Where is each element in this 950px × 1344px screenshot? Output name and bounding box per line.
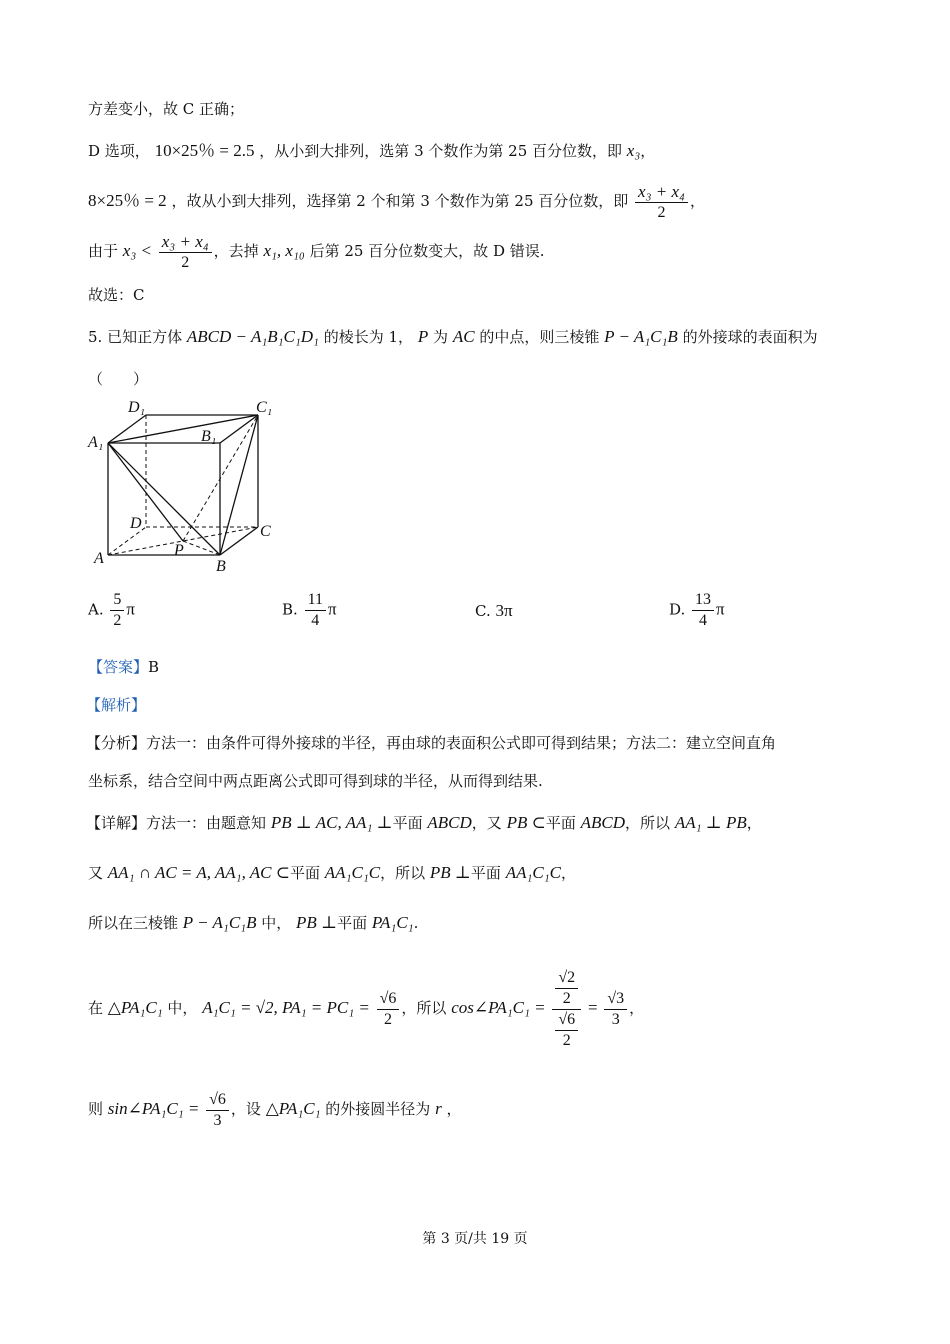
question-text-4: 的中点，则三棱锥 [479,328,600,346]
detail-1-math4: ABCD [580,813,626,832]
detail-5b: ，设 [230,1100,261,1118]
page-number: 第 3 页/共 19 页 [422,1231,528,1247]
label-d1: D₁ [128,399,146,416]
question-text-5: 的外接球的表面积为 [682,328,818,346]
line4-frac-num: x₃ + x₄ [159,232,212,253]
detail-1e: ，所以 [625,814,671,832]
option-a-fraction [110,590,124,631]
option-b[interactable] [282,590,337,631]
detail-2c: ，所以 [380,864,426,882]
detail-1-math3: PB ⊂ [506,813,546,832]
detail-1d: 平面 [545,814,576,832]
detail-5-frac-den: 3 [213,1111,222,1129]
analysis-text-2: 坐标系，结合空间中两点距离公式即可得到球的半径，从而得到结果. [88,772,543,790]
question-number: 5. [88,328,103,346]
line-c1-b [220,415,258,555]
line4-end: 后第 25 百分位数变大，故 D 错误. [309,242,545,260]
detail-4-inner-den-frac [555,1010,578,1051]
detail-3-math3: PA₁C₁ [371,913,414,932]
analysis-line-2 [88,770,543,792]
detail-line-2 [88,862,576,884]
detail-4-frac2-num: √3 [604,989,627,1010]
line-a1-c1 [108,415,258,443]
detail-4-frac2-den: 3 [611,1010,620,1028]
option-d-pi: π [716,599,725,619]
question-5 [88,326,818,348]
line4-fraction [159,232,212,273]
line3-end: ， [689,192,705,210]
detail-4-equals: = [587,998,598,1017]
option-c-value: 3π [495,601,513,620]
detail-line-3 [88,912,418,934]
line4-math: x₃ < [122,241,152,260]
detail-5-math: sin∠PA₁C₁ = [107,1099,200,1118]
detail-4a: 在 [88,999,104,1017]
detail-tag: 【详解】 [86,814,147,832]
detail-5-frac [206,1090,229,1131]
label-a1: A₁ [88,434,104,451]
detail-2-math2: AA₁C₁C [324,863,381,882]
detail-4-frac1-num: √6 [377,989,400,1010]
detail-5-frac-num: √6 [206,1090,229,1111]
label-a: A [94,550,104,567]
detail-4-inner-num-bottom: 2 [562,989,571,1007]
option-d-den: 4 [699,612,708,629]
option-b-num: 11 [305,590,326,611]
detail-3a: 所以在三棱锥 [88,914,179,932]
question-text-2: 的棱长为 1， [323,328,414,346]
line2-math: 10×25％ = 2.5 [154,141,255,160]
answer-value: B [148,658,160,676]
detail-5a: 则 [88,1100,104,1118]
line-a1-b [108,443,220,555]
detail-4c: ，所以 [401,999,447,1017]
detail-2e: ， [560,864,576,882]
question-p: P [417,327,429,346]
option-c[interactable] [475,601,513,621]
answer-label: 【答案】 [88,658,149,676]
option-a[interactable] [88,590,135,631]
text-line-3 [88,178,705,224]
analysis-line-1 [86,732,776,754]
detail-5-math3: r [435,1099,442,1118]
question-pyramid: P − A₁C₁B [604,327,678,346]
detail-4-big-frac [552,968,581,1051]
detail-1-math: PB ⊥ AC, AA₁ ⊥ [270,813,393,832]
detail-5-math2: △PA₁C₁ [265,1099,321,1118]
detail-2-math: AA₁ ∩ AC = A, AA₁, AC ⊂ [107,863,290,882]
detail-4-big-den [552,1010,581,1051]
question-text-1: 已知正方体 [107,328,183,346]
option-d-num: 13 [692,590,714,611]
text-line-1 [88,98,244,120]
detail-3-math: P − A₁C₁B [182,913,257,932]
line2-prefix: D 选项， [88,142,150,160]
detail-2b: 平面 [290,864,321,882]
detail-5c: 的外接圆半径为 [325,1100,431,1118]
detail-1f: ， [746,814,762,832]
detail-2d: 平面 [470,864,501,882]
detail-3-math2: PB ⊥ [296,913,338,932]
detail-line-5 [88,1086,462,1132]
question-ac: AC [452,327,475,346]
detail-4d: ， [629,999,645,1017]
line2-text: ，从小到大排列，选第 3 个数作为第 25 百分位数，即 [259,142,623,160]
option-a-den: 2 [113,612,122,629]
page-footer [0,1228,950,1248]
line4-frac-den: 2 [181,253,190,271]
detail-4-big-num [552,968,581,1010]
detail-4-math3: cos∠PA₁C₁ = [451,998,546,1017]
analysis-label-line [86,694,146,716]
line3-math: 8×25％ = 2 [88,191,167,210]
detail-2-math3: PB ⊥ [429,863,471,882]
line1-text: 方差变小，故 C 正确； [88,100,245,118]
line5-text: 故选：C [88,286,145,304]
question-cube: ABCD − A₁B₁C₁D₁ [186,327,319,346]
detail-4-frac1-den: 2 [384,1010,393,1028]
option-a-letter: A. [88,600,104,619]
analysis-tag: 【分析】 [86,734,147,752]
question-paren-line [88,368,148,390]
text-line-5 [88,284,144,306]
question-text-3: 为 [433,328,449,346]
detail-4-frac1 [377,989,400,1030]
text-line-4 [88,228,545,274]
line4-text: ，去掉 [213,242,259,260]
detail-5d: ， [446,1100,462,1118]
detail-4b: 中， [167,999,198,1017]
option-b-pi: π [327,599,337,619]
line2-var: x₃ [626,141,641,160]
detail-3d: . [413,914,419,932]
option-b-letter: B. [282,600,298,619]
line3-fraction [635,182,688,223]
detail-1-math2: ABCD [427,813,472,832]
detail-2-math4: AA₁C₁C [505,863,561,882]
label-c1: C₁ [256,399,273,416]
option-a-num: 5 [110,590,124,611]
label-p: P [174,542,184,559]
detail-1-math5: AA₁ ⊥ PB [674,813,747,832]
detail-1b: 平面 [392,814,423,832]
label-c: C [260,523,271,540]
cube-figure [86,395,286,580]
option-c-letter: C. [475,602,491,620]
analysis-label: 【解析】 [86,696,147,714]
detail-4-inner-num-top: √2 [555,968,578,989]
detail-4-inner-num-frac [555,968,578,1009]
option-b-fraction [305,590,326,631]
label-b: B [216,558,226,575]
label-d: D [130,515,142,532]
detail-3c: 平面 [337,914,368,932]
detail-4-frac2 [604,989,627,1030]
option-b-den: 4 [311,612,320,629]
detail-3b: 中， [261,914,292,932]
answer-line [88,656,159,678]
detail-4-inner-den-bottom: 2 [562,1031,571,1049]
edge-b-c [220,527,258,555]
label-b1: B₁ [201,428,217,445]
line3-frac-num: x₃ + x₄ [635,182,688,203]
analysis-text-1: 方法一：由条件可得外接球的半径，再由球的表面积公式即可得到结果；方法二：建立空间直角 [146,734,777,752]
option-d-fraction [692,590,714,631]
line4-prefix: 由于 [88,242,119,260]
detail-1c: ，又 [471,814,502,832]
hidden-line-p-b [183,541,220,555]
detail-4-math2: A₁C₁ = √2, PA₁ = PC₁ = [202,998,370,1017]
option-d[interactable] [669,590,725,631]
line3-frac-den: 2 [657,203,666,221]
detail-line-4 [88,958,644,1058]
line3-text: ，故从小到大排列，选择第 2 个和第 3 个数作为第 25 百分位数，即 [171,192,629,210]
line4-vars: x₁, x₁₀ [263,241,305,260]
detail-1a: 方法一：由题意知 [146,814,267,832]
detail-2a: 又 [88,864,104,882]
text-line-2 [88,140,655,162]
option-a-pi: π [126,599,135,619]
line2-end: ， [640,142,656,160]
detail-4-inner-den-top: √6 [555,1010,578,1031]
detail-4-math: △PA₁C₁ [107,998,163,1017]
option-d-letter: D. [669,600,686,619]
detail-line-1 [86,812,762,834]
question-paren: （ ） [88,370,149,388]
